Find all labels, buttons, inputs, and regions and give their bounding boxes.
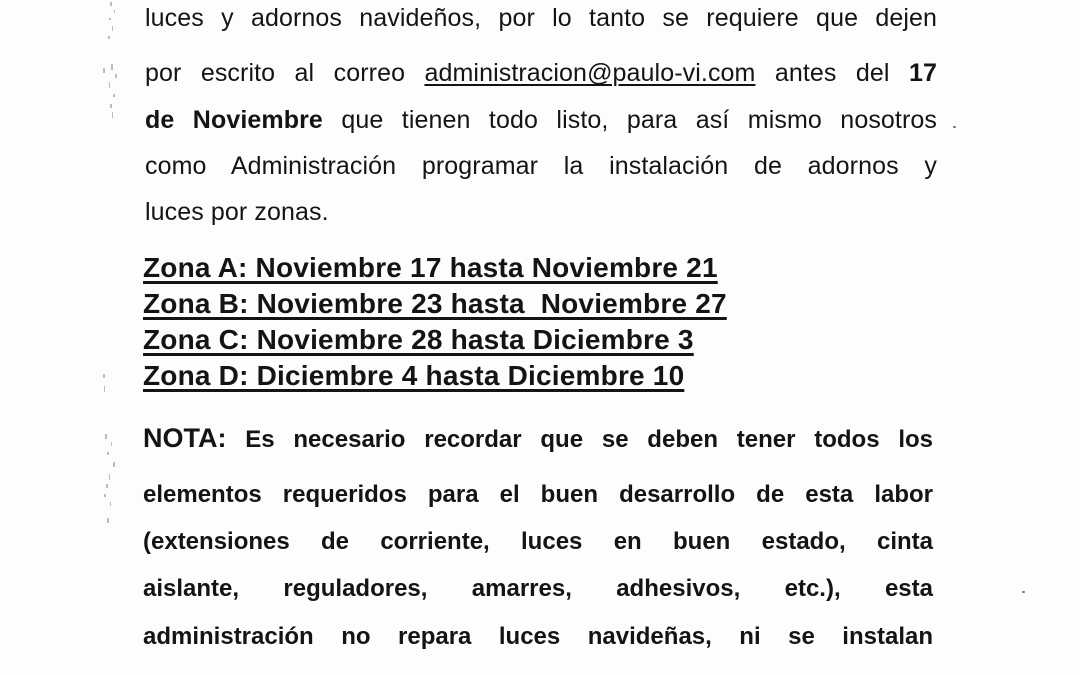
paragraph-text: antes del: [774, 59, 890, 87]
zone-a-schedule: Zona A: Noviembre 17 hasta Noviembre 21: [143, 252, 718, 283]
zone-b-text: Zona B: Noviembre 23 hasta Noviembre 27: [143, 288, 727, 319]
email-link[interactable]: administracion@paulo-vi.com: [424, 59, 756, 87]
scan-speckle-mark: [100, 490, 122, 550]
zone-b-schedule: [143, 288, 727, 320]
paragraph-line-4: como Administración programar la instalación de adornos y: [145, 152, 937, 180]
paragraph-line-2: [145, 59, 937, 88]
paragraph-line-1: luces y adornos navideños, por lo tanto se requiere que dejen: [145, 4, 937, 32]
scan-speckle-mark: [100, 430, 122, 490]
note-label: NOTA:: [143, 423, 227, 453]
scan-speckle-mark: [100, 360, 122, 420]
note-line-5: administración no repara luces navideñas, ni se instalan: [143, 623, 933, 650]
note-line-1: [143, 423, 933, 454]
paragraph-text: por escrito al correo: [145, 59, 406, 87]
scan-speckle-mark: [100, 0, 122, 60]
scan-speckle-mark: [100, 60, 122, 120]
paragraph-text: que tienen todo listo, para así mismo nosotros: [341, 106, 937, 134]
zone-d-schedule: Zona D: Diciembre 4 hasta Diciembre 10: [143, 360, 685, 391]
deadline-day: 17: [909, 59, 938, 87]
paragraph-line-3: [145, 106, 937, 135]
deadline-month: de Noviembre: [145, 106, 323, 134]
zone-c-schedule: Zona C: Noviembre 28 hasta Diciembre 3: [143, 324, 694, 355]
paragraph-line-5: luces por zonas.: [145, 198, 329, 226]
note-line-2: elementos requeridos para el buen desarrollo de esta labor: [143, 481, 933, 508]
note-line-3: (extensiones de corriente, luces en buen estado, cinta: [143, 528, 933, 555]
scan-speck: [953, 126, 956, 128]
note-line-4: aislante, reguladores, amarres, adhesivos, etc.), esta: [143, 575, 933, 602]
note-text: Es necesario recordar que se deben tener todos los: [245, 426, 933, 453]
scan-speck: [1022, 591, 1025, 593]
